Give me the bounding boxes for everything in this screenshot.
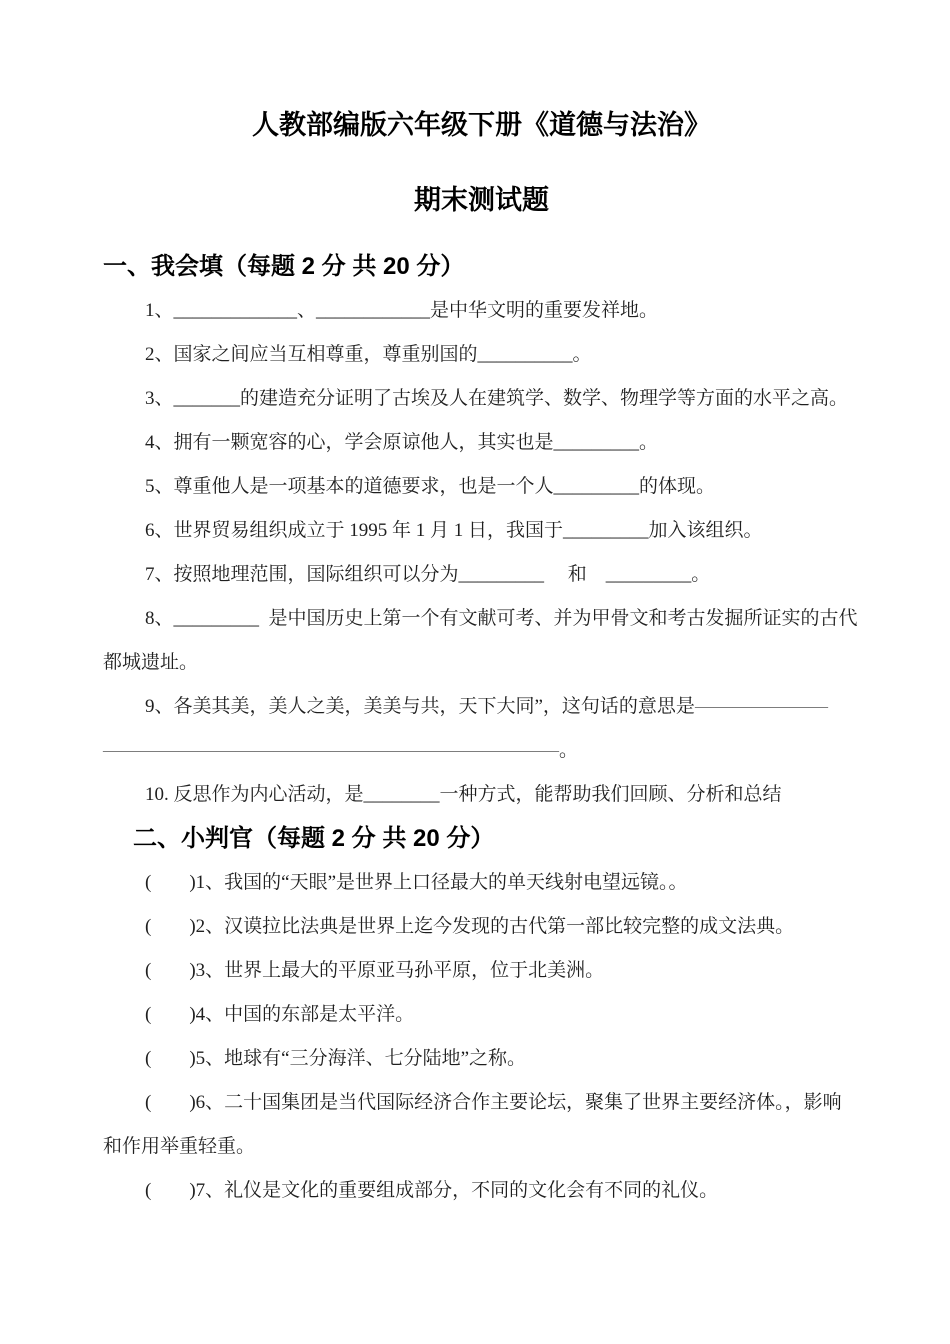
judge-question-1: ( )1、我国的“天眼”是世界上口径最大的单天线射电望远镜。。	[145, 872, 688, 893]
judge-question-4: ( )4、中国的东部是太平洋。	[145, 1004, 415, 1025]
fill-question-9-continuation	[103, 729, 860, 773]
fill-question-9-text: 9、各美其美，美人之美，美美与共，天下大同”，这句话的意思是	[145, 696, 695, 717]
fill-question-5: 5、尊重他人是一项基本的道德要求，也是一个人_________的体现。	[145, 476, 716, 497]
fill-question-8: 8、_________ 是中国历史上第一个有文献可考、并为甲骨文和考古发掘所证实的古代都城遗址。	[103, 608, 858, 673]
fill-question-10: 10. 反思作为内心活动，是________一种方式，能帮助我们回顾、分析和总结	[145, 784, 782, 805]
fill-question-9-answer-line-2: ————————————————————————	[103, 740, 559, 761]
fill-question-9	[103, 685, 860, 729]
fill-question-9-period: 。	[559, 740, 579, 761]
fill-question-6: 6、世界贸易组织成立于 1995 年 1 月 1 日，我国于_________加入该组织。	[145, 520, 763, 541]
section-fill-heading: 一、我会填（每题 2 分 共 20 分）	[103, 253, 465, 280]
page-subtitle: 期末测试题	[414, 185, 549, 215]
fill-question-4: 4、拥有一颗宽容的心，学会原谅他人，其实也是_________。	[145, 432, 659, 453]
judge-question-7: ( )7、礼仪是文化的重要组成部分，不同的文化会有不同的礼仪。	[145, 1180, 719, 1201]
judge-question-2: ( )2、汉谟拉比法典是世界上迄今发现的古代第一部比较完整的成文法典。	[145, 916, 795, 937]
fill-question-2: 2、国家之间应当互相尊重，尊重别国的__________。	[145, 344, 592, 365]
judge-question-3: ( )3、世界上最大的平原亚马孙平原，位于北美洲。	[145, 960, 605, 981]
judge-question-6: ( )6、二十国集团是当代国际经济合作主要论坛，聚集了世界主要经济体。，影响和作用举重轻重。	[103, 1092, 842, 1157]
fill-question-9-answer-line: ———————	[694, 696, 828, 717]
fill-question-7: 7、按照地理范围，国际组织可以分为_________ 和 _________。	[145, 564, 711, 585]
section-judge-heading: 二、小判官（每题 2 分 共 20 分）	[133, 825, 495, 852]
judge-question-5: ( )5、地球有“三分海洋、七分陆地”之称。	[145, 1048, 527, 1069]
fill-question-3: 3、_______的建造充分证明了古埃及人在建筑学、数学、物理学等方面的水平之高。	[145, 388, 849, 409]
page-title: 人教部编版六年级下册《道德与法治》	[252, 110, 711, 140]
fill-question-1: 1、_____________、____________是中华文明的重要发祥地。	[145, 300, 659, 321]
